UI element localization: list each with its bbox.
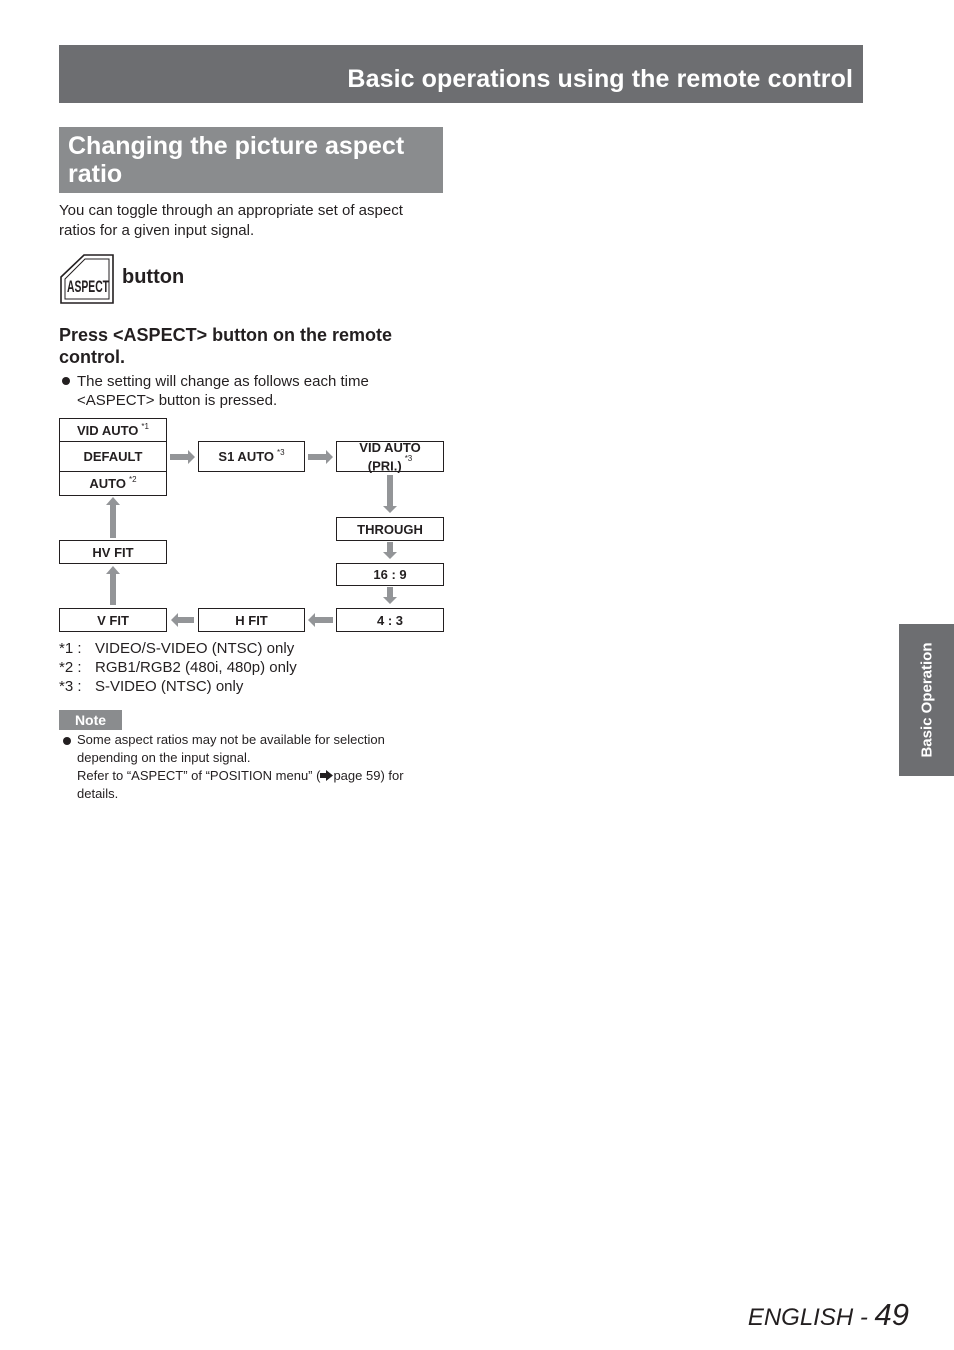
note-line-2: Refer to “ASPECT” of “POSITION menu” ( page 59) for details. [77,768,404,801]
instruction-bullet: The setting will change as follows each time <ASPECT> button is pressed. [77,373,369,409]
arrow-default-to-s1auto [170,450,195,464]
aspect-icon-text: ASPECT [67,277,110,296]
note-bullet-dot [63,737,71,745]
footnote-3: *3 : S-VIDEO (NTSC) only [59,678,244,695]
note-label: Note [59,710,122,730]
header-title: Basic operations using the remote control [347,65,853,93]
arrow-through-to-169 [383,542,397,559]
flow-box-4-3: 4 : 3 [336,608,444,632]
arrow-hfit-to-vfit [171,613,194,627]
arrow-169-to-43 [383,587,397,604]
side-tab [899,624,954,776]
arrow-vfit-to-hvfit [106,566,120,605]
footnote-1: *1 : VIDEO/S-VIDEO (NTSC) only [59,640,295,657]
flow-box-through: THROUGH [336,517,444,541]
flow-box-hv-fit: HV FIT [59,540,167,564]
arrow-s1auto-to-vidautopri [308,450,333,464]
arrow-hvfit-to-auto [106,497,120,538]
right-arrow-icon [320,770,333,781]
flow-box-s1-auto: S1 AUTO $^{*3}$ [198,441,305,472]
arrow-vidautopri-to-through [383,475,397,513]
flow-box-v-fit: V FIT [59,608,167,632]
intro-paragraph: You can toggle through an appropriate set of aspect ratios for a given input signal. [59,202,403,239]
press-instruction: Press <ASPECT> button on the remote control. [59,325,393,367]
section-title: Changing the picture aspect ratio [68,132,405,188]
note-text [77,731,447,803]
flow-box-auto: AUTO $^{*2}$ [59,471,167,496]
note-line-1: Some aspect ratios may not be available for selection depending on the input signal. [77,732,385,765]
flow-box-h-fit: H FIT [198,608,305,632]
button-heading: button [122,266,185,288]
flow-box-default: DEFAULT [59,441,167,472]
flow-box-16-9: 16 : 9 [336,563,444,586]
side-tab-label: Basic Operation [918,642,935,758]
flow-box-vid-auto-pri: VID AUTO (PRI.) $^{*3}$ [336,441,444,472]
footnotes [59,639,297,696]
page-number: 49 [874,1297,909,1332]
arrow-43-to-hfit [308,613,333,627]
footnote-2: *2 : RGB1/RGB2 (480i, 480p) only [59,659,297,676]
footer-language: ENGLISH - [747,1304,875,1331]
flow-box-vid-auto: VID AUTO $^{*1}$ [59,418,167,442]
page-footer [748,1297,909,1333]
